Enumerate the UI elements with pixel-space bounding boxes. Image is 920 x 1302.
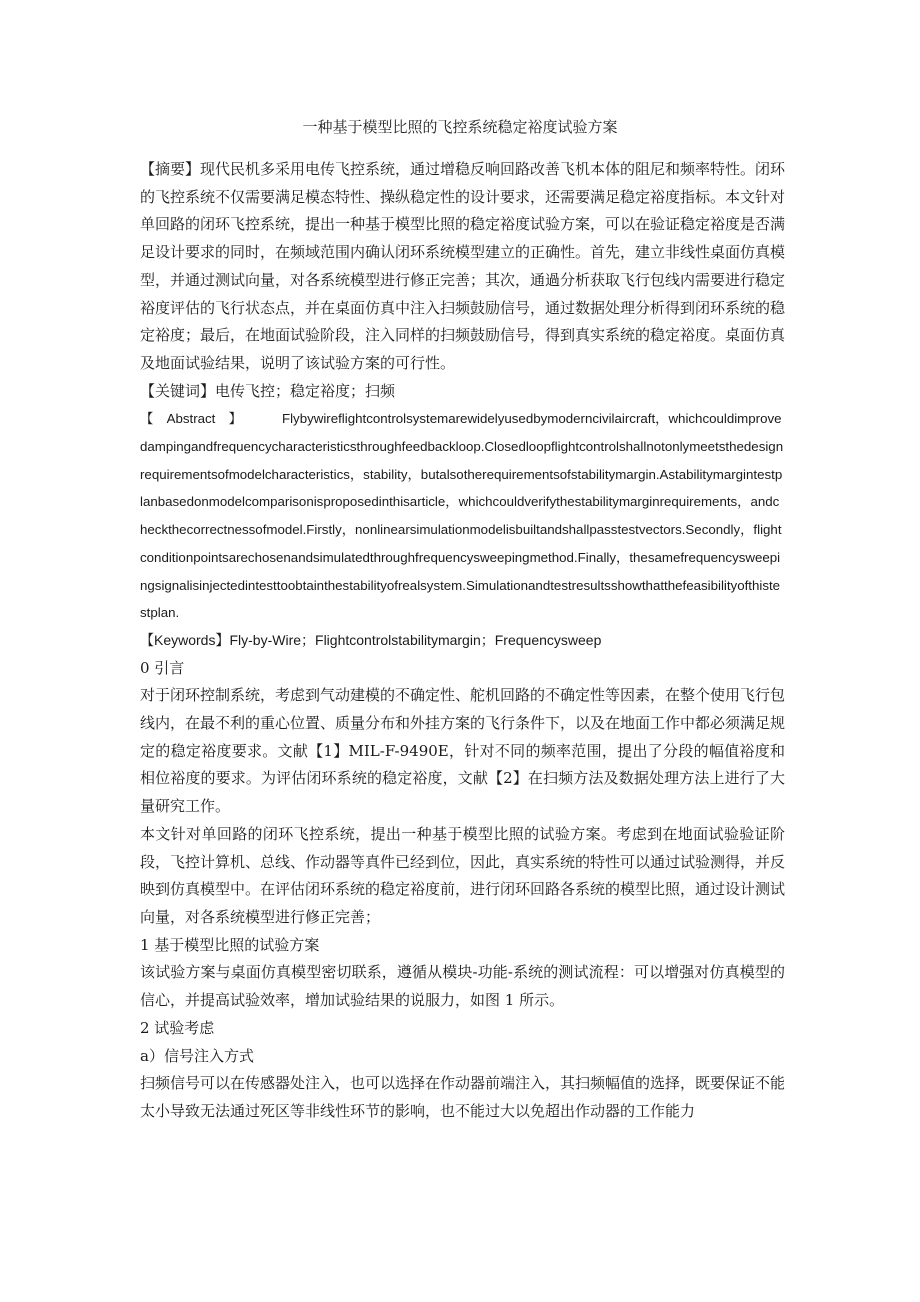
paragraph: 对于闭环控制系统，考虑到气动建模的不确定性、舵机回路的不确定性等因素，在整个使用飞行包线内，在最不利的重心位置、质量分布和外挂方案的飞行条件下，以及在地面工作中都必须满足规定的稳定裕度要求。文献【1】MIL-F-9490E，针对不同的频率范围，提出了分段的幅值裕度和相位裕度的要求。为评估闭环系统的稳定裕度，文献【2】在扫频方法及数据处理方法上进行了大量研究工作。: [140, 686, 786, 816]
abstract-en-text: Flybywireflightcontrolsystemarewidelyusedbymoderncivilaircraft，whichcouldimprovedampingandfrequencycharacteristicsthroughfeedbackloop.Closedloopflightcontrolshallnotonlymeetsthedesignrequirementsofmodelcharacteristics，stability，butalsotherequirementsofstabilitymargin.Astabilitymargintestplanbasedonmodelcomparisonisproposedinthisarticle，whichcouldverifythestabilitymarginrequirements，andcheckthecorrectnessofmodel.Firstly，nonlinearsimulationmodelisbuiltandshallpasstestvectors.Secondly，flightconditionpointsarechosenandsimulatedthroughfrequencysweepingmethod.Finally，thesamefrequencysweepingsignalisinjectedintesttoobtainthestabilityofrealsystem.Simulationandtestresultsshowthatthefeasibilityofthistestplan.: [140, 411, 784, 621]
section-heading-1: 1 基于模型比照的试验方案: [140, 935, 320, 954]
paragraph: 该试验方案与桌面仿真模型密切联系，遵循从模块-功能-系统的测试流程：可以增强对仿真模型的信心，并提高试验效率，增加试验结果的说服力，如图 1 所示。: [140, 963, 785, 1010]
subsection-heading-2a: a）信号注入方式: [140, 1046, 254, 1065]
document-body: [140, 156, 785, 1126]
keywords-cn: 【关键词】电传飞控；稳定裕度；扫频: [140, 381, 396, 400]
abstract-en-label: 【 Abstract 】: [140, 411, 242, 427]
paragraph: 扫频信号可以在传感器处注入，也可以选择在作动器前端注入，其扫频幅值的选择，既要保证不能太小导致无法通过死区等非线性环节的影响，也不能过大以免超出作动器的工作能力: [140, 1074, 786, 1120]
abstract-cn: 【摘要】现代民机多采用电传飞控系统，通过增稳反响回路改善飞机本体的阻尼和频率特性。闭环的飞控系统不仅需要满足模态特性、操纵稳定性的设计要求，还需要满足稳定裕度指标。本文针对单回路的闭环飞控系统，提出一种基于模型比照的稳定裕度试验方案，可以在验证稳定裕度是否满足设计要求的同时，在频域范围内确认闭环系统模型建立的正确性。首先，建立非线性桌面仿真模型，并通过测试向量，对各系统模型进行修正完善；其次，通過分析获取飞行包线内需要进行稳定裕度评估的飞行状态点，并在桌面仿真中注入扫频鼓励信号，通过数据处理分析得到闭环系统的稳定裕度；最后，在地面试验阶段，注入同样的扫频鼓励信号，得到真实系统的稳定裕度。桌面仿真及地面试验结果，说明了该试验方案的可行性。: [140, 160, 786, 372]
keywords-en: 【Keywords】Fly-by-Wire；Flightcontrolstabilitymargin；Frequencysweep: [140, 631, 602, 648]
paragraph: 本文针对单回路的闭环飞控系统，提出一种基于模型比照的试验方案。考虑到在地面试验验证阶段，飞控计算机、总线、作动器等真件已经到位，因此，真实系统的特性可以通过试验测得，并反映到仿真模型中。在评估闭环系统的稳定裕度前，进行闭环回路各系统的模型比照，通过设计测试向量，对各系统模型进行修正完善；: [140, 824, 786, 926]
abstract-en: [140, 405, 785, 627]
section-heading-2: 2 试验考虑: [140, 1018, 215, 1037]
section-heading-0: 0 引言: [140, 658, 185, 677]
page-title: 一种基于模型比照的飞控系统稳定裕度试验方案: [302, 118, 618, 136]
